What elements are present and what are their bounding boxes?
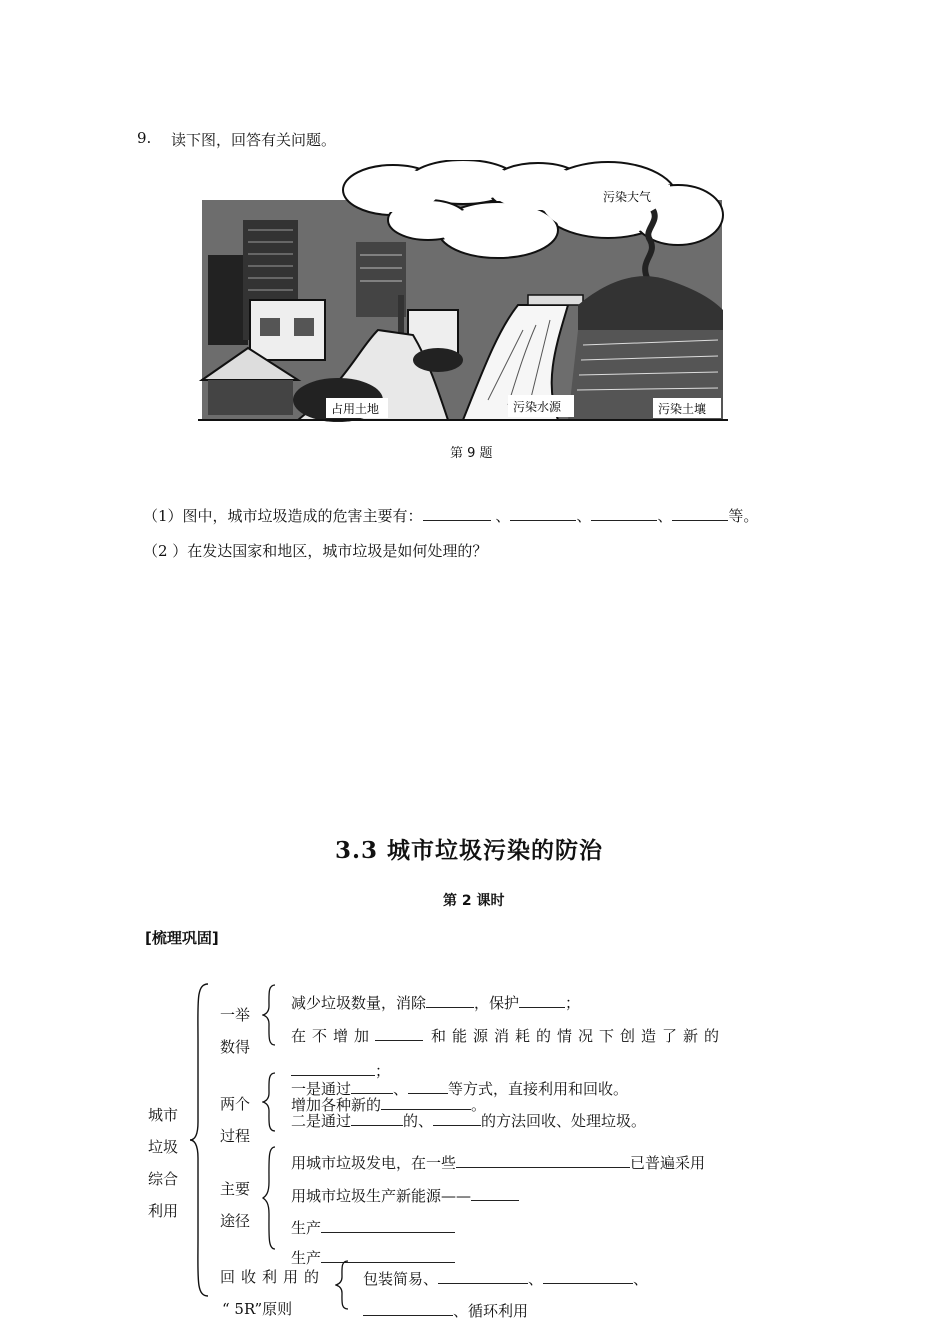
answer-blank[interactable] bbox=[291, 1061, 375, 1076]
text: 用城市垃圾生产新能源—— bbox=[291, 1187, 472, 1205]
text: 。 bbox=[471, 1096, 487, 1114]
root-label-3: 综合 bbox=[148, 1170, 179, 1188]
answer-blank[interactable] bbox=[381, 1095, 471, 1110]
text: ； bbox=[565, 994, 581, 1012]
question-number: 9. bbox=[137, 129, 152, 147]
branch3-label-1: 主要 bbox=[220, 1180, 251, 1198]
text: 一是通过 bbox=[291, 1080, 352, 1098]
label-land-use: 占用土地 bbox=[331, 402, 380, 416]
answer-blank[interactable] bbox=[423, 506, 491, 521]
answer-blank[interactable] bbox=[351, 1111, 403, 1126]
root-label-2: 垃圾 bbox=[148, 1138, 179, 1156]
branch4-line2 bbox=[363, 1300, 528, 1321]
answer-blank[interactable] bbox=[591, 506, 657, 521]
text: 等方式，直接利用和回收。 bbox=[448, 1080, 629, 1098]
answer-blank[interactable] bbox=[351, 1079, 393, 1094]
label-water-pollution: 污染水源 bbox=[513, 400, 562, 414]
answer-blank[interactable] bbox=[408, 1079, 448, 1094]
text: 、循环利用 bbox=[453, 1302, 529, 1320]
branch3-line1 bbox=[291, 1152, 705, 1173]
separator: 、 bbox=[495, 507, 511, 525]
branch1-line2 bbox=[291, 1025, 725, 1046]
label-air-pollution: 污染大气 bbox=[603, 190, 652, 204]
text: 和能源消耗的情况下创造了新的 bbox=[431, 1027, 726, 1045]
label-soil-pollution: 污染土壤 bbox=[658, 402, 707, 416]
text: ； bbox=[375, 1062, 391, 1080]
branch3-brace-icon bbox=[262, 1146, 278, 1250]
text: 在不增加 bbox=[291, 1027, 376, 1045]
branch1-label-1: 一举 bbox=[220, 1006, 251, 1024]
text: ，保护 bbox=[474, 994, 520, 1012]
branch2-label-2: 过程 bbox=[220, 1127, 251, 1145]
lesson-subtitle: 第 2 课时 bbox=[443, 893, 505, 909]
answer-blank[interactable] bbox=[433, 1111, 481, 1126]
root-label-4: 利用 bbox=[148, 1202, 179, 1220]
answer-blank[interactable] bbox=[375, 1026, 423, 1041]
text: 、 bbox=[393, 1080, 409, 1098]
root-label-1: 城市 bbox=[148, 1106, 179, 1124]
sub-question-2: （2 ）在发达国家和地区，城市垃圾是如何处理的？ bbox=[143, 542, 488, 560]
text: 生产 bbox=[291, 1219, 322, 1237]
pollution-illustration bbox=[198, 160, 728, 425]
text: 的、 bbox=[403, 1112, 434, 1130]
answer-blank[interactable] bbox=[363, 1301, 453, 1316]
text: 生产 bbox=[291, 1249, 322, 1267]
sub-question-1 bbox=[143, 505, 758, 526]
text: 用城市垃圾发电，在一些 bbox=[291, 1154, 457, 1172]
answer-blank[interactable] bbox=[438, 1269, 528, 1284]
branch1-brace-icon bbox=[262, 984, 278, 1046]
branch1-label-2: 数得 bbox=[220, 1038, 251, 1056]
branch2-line2 bbox=[291, 1110, 646, 1131]
text: 减少垃圾数量，消除 bbox=[291, 994, 427, 1012]
answer-blank[interactable] bbox=[510, 506, 576, 521]
answer-blank[interactable] bbox=[321, 1218, 455, 1233]
branch3-line3 bbox=[291, 1217, 455, 1238]
sub1-suffix: 等。 bbox=[728, 507, 759, 525]
branch3-line4 bbox=[291, 1247, 455, 1268]
branch1-line1 bbox=[291, 992, 580, 1013]
answer-blank[interactable] bbox=[456, 1153, 630, 1168]
lesson-title: 3.3 城市垃圾污染的防治 bbox=[335, 837, 604, 864]
question-prompt: 读下图，回答有关问题。 bbox=[171, 131, 337, 149]
answer-blank[interactable] bbox=[672, 506, 728, 521]
answer-blank[interactable] bbox=[519, 993, 565, 1008]
text: 、 bbox=[528, 1270, 544, 1288]
sub1-prefix: （1）图中，城市垃圾造成的危害主要有： bbox=[143, 507, 423, 525]
answer-blank[interactable] bbox=[426, 993, 474, 1008]
text: 的方法回收、处理垃圾。 bbox=[481, 1112, 647, 1130]
separator: 、 bbox=[657, 507, 673, 525]
branch3-line2 bbox=[291, 1185, 519, 1206]
branch2-brace-icon bbox=[262, 1072, 278, 1132]
answer-blank[interactable] bbox=[471, 1186, 519, 1201]
branch3-label-2: 途径 bbox=[220, 1212, 251, 1230]
branch4-brace-icon bbox=[335, 1260, 351, 1310]
root-brace-icon bbox=[188, 982, 212, 1298]
figure-caption: 第 9 题 bbox=[450, 446, 493, 461]
section-heading: [梳理巩固] bbox=[145, 929, 219, 947]
text: 已普遍采用 bbox=[630, 1154, 706, 1172]
text: 包装简易、 bbox=[363, 1270, 439, 1288]
answer-blank[interactable] bbox=[543, 1269, 633, 1284]
branch4-label-2: “ 5R”原则 bbox=[222, 1300, 293, 1318]
text: 增加各种新的 bbox=[291, 1096, 382, 1114]
branch2-label-1: 两个 bbox=[220, 1095, 251, 1113]
text: 二是通过 bbox=[291, 1112, 352, 1130]
text: 、 bbox=[633, 1270, 649, 1288]
separator: 、 bbox=[576, 507, 592, 525]
branch4-label-1: 回收利用的 bbox=[220, 1268, 326, 1286]
branch4-line1 bbox=[363, 1268, 648, 1289]
